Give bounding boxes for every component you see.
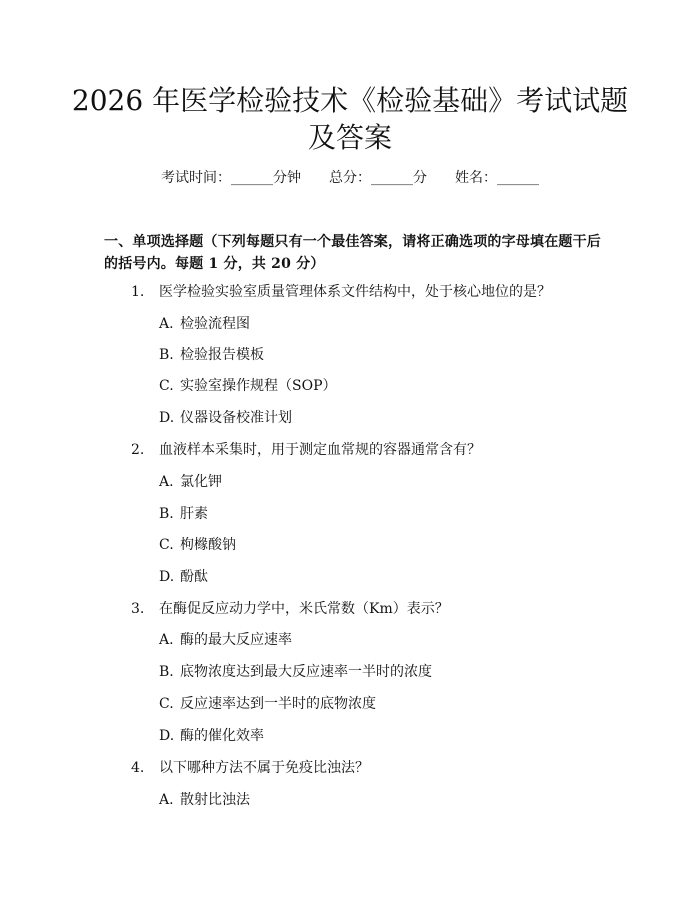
option-letter: B. (159, 506, 174, 522)
option-2d (159, 567, 208, 587)
option-3d (159, 726, 264, 746)
option-text: 反应速率达到一半时的底物浓度 (180, 696, 376, 712)
option-letter: B. (159, 664, 174, 680)
question-text: 在酶促反应动力学中，米氏常数（Km）表示？ (159, 601, 449, 617)
option-letter: B. (159, 347, 174, 363)
document-title-line1: 2026 年医学检验技术《检验基础》考试试题 (71, 84, 629, 117)
question-text: 血液样本采集时，用于测定血常规的容器通常含有？ (159, 442, 481, 458)
total-score-field: 总分：______分 (329, 170, 427, 186)
question-number: 4. (131, 760, 145, 776)
option-letter: C. (159, 696, 174, 712)
question-number: 2. (131, 442, 145, 458)
option-letter: C. (159, 537, 174, 553)
question-text: 以下哪种方法不属于免疫比浊法？ (159, 760, 369, 776)
option-text: 枸橼酸钠 (180, 537, 236, 553)
exam-info-line (0, 168, 700, 188)
option-4a (159, 790, 250, 810)
option-letter: D. (159, 569, 175, 585)
option-text: 氯化钾 (180, 474, 222, 490)
option-text: 酚酞 (180, 569, 208, 585)
option-3c (159, 694, 376, 714)
option-text: 检验流程图 (180, 316, 250, 332)
option-letter: C. (159, 378, 174, 394)
option-text: 检验报告模板 (180, 347, 264, 363)
student-name-field: 姓名：______ (455, 170, 539, 186)
option-text: 底物浓度达到最大反应速率一半时的浓度 (180, 664, 432, 680)
option-letter: A. (159, 474, 174, 490)
option-1a (159, 314, 250, 334)
option-text: 仪器设备校准计划 (180, 410, 292, 426)
section-heading-line2: 的括号内。每题 1 分，共 20 分） (104, 256, 325, 272)
option-text: 酶的催化效率 (180, 728, 264, 744)
option-letter: A. (159, 316, 174, 332)
question-number: 3. (131, 601, 145, 617)
option-text: 散射比浊法 (180, 792, 250, 808)
option-letter: A. (159, 632, 174, 648)
question-number: 1. (131, 284, 145, 300)
option-letter: D. (159, 410, 175, 426)
option-text: 实验室操作规程（SOP） (180, 378, 337, 394)
option-1d (159, 408, 292, 428)
exam-time-field: 考试时间：______分钟 (161, 170, 301, 186)
document-title-line2: 及答案 (307, 121, 392, 154)
option-text: 酶的最大反应速率 (180, 632, 292, 648)
option-letter: A. (159, 792, 174, 808)
option-2b (159, 504, 208, 524)
section-heading-line1: 一、单项选择题（下列每题只有一个最佳答案，请将正确选项的字母填在题干后 (104, 234, 601, 250)
option-letter: D. (159, 728, 175, 744)
option-2a (159, 472, 222, 492)
option-text: 肝素 (180, 506, 208, 522)
option-3b (159, 662, 432, 682)
question-text: 医学检验实验室质量管理体系文件结构中，处于核心地位的是？ (159, 284, 551, 300)
option-3a (159, 630, 292, 650)
option-2c (159, 535, 236, 555)
option-1c (159, 376, 337, 396)
section-heading (104, 231, 604, 275)
option-1b (159, 345, 264, 365)
